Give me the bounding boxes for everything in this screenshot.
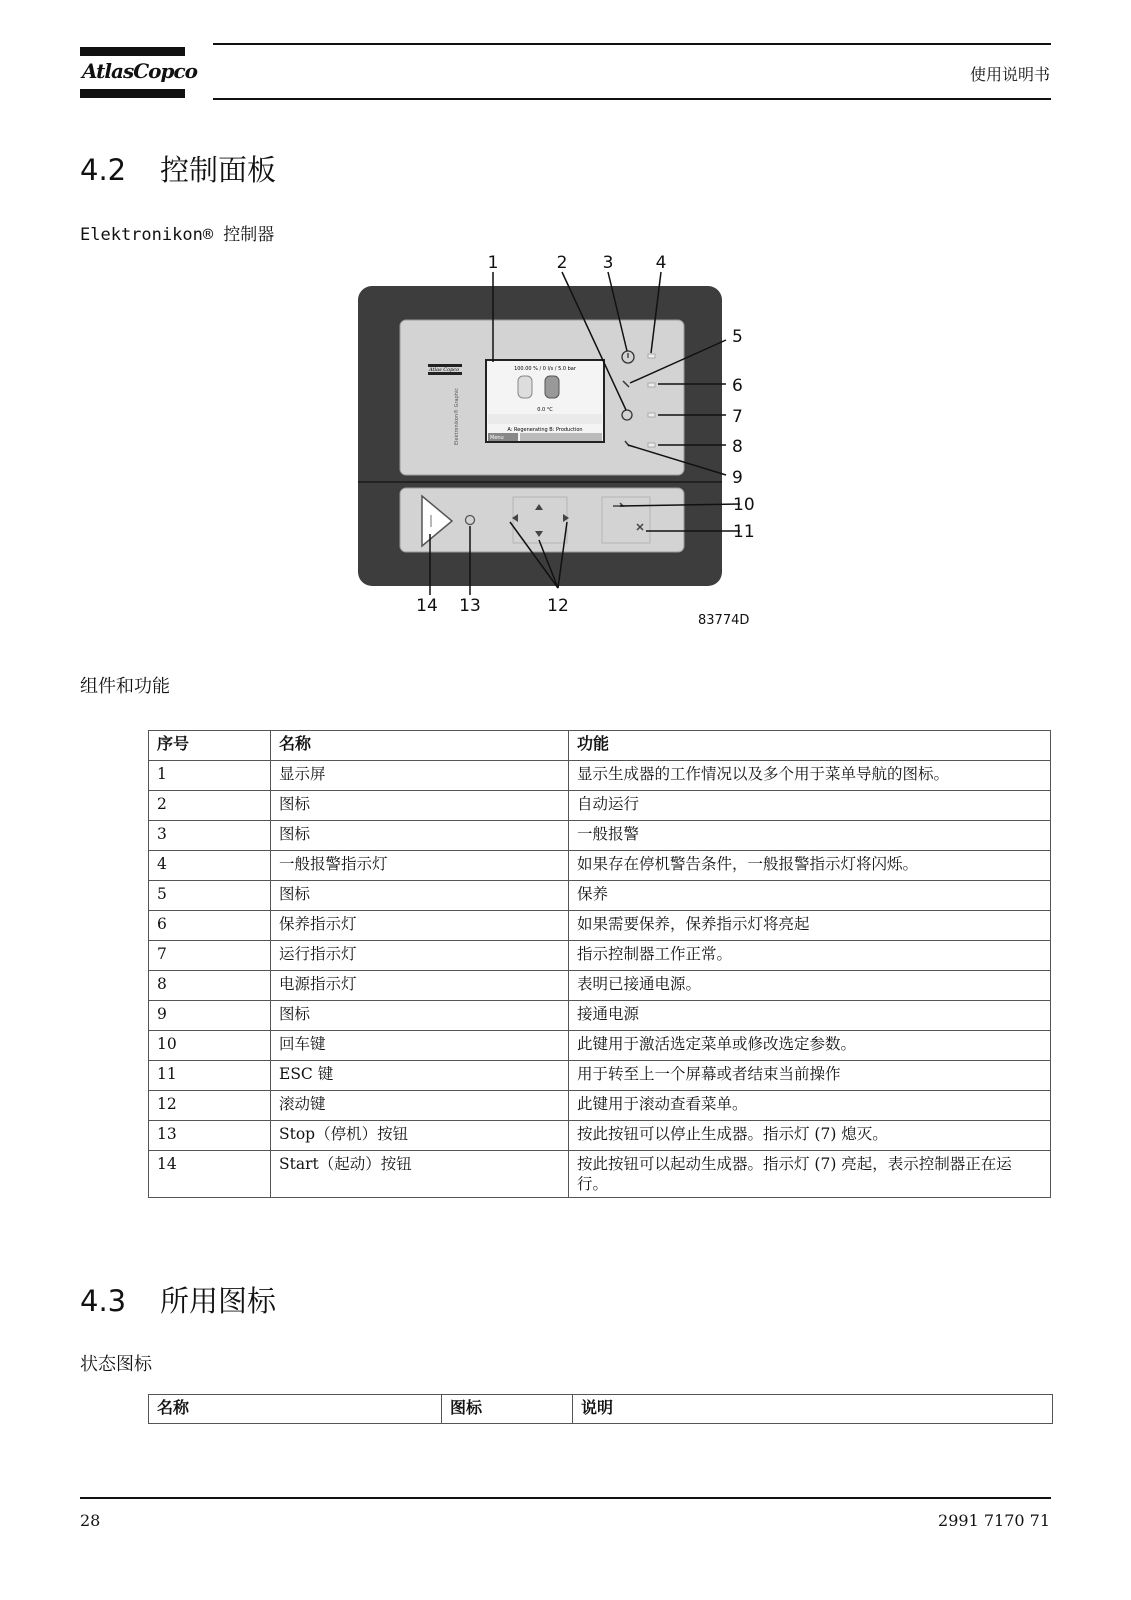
col-header-no: 序号 bbox=[149, 731, 271, 761]
callout-1: 1 bbox=[487, 253, 499, 273]
cell-name: 图标 bbox=[271, 881, 569, 911]
section-title: 所用图标 bbox=[160, 1284, 277, 1318]
callout-2: 2 bbox=[556, 253, 568, 273]
power-led bbox=[648, 443, 655, 447]
cell-no: 5 bbox=[149, 881, 271, 911]
table-row bbox=[149, 1031, 1051, 1061]
col-header-function: 功能 bbox=[569, 731, 1051, 761]
section-title: 控制面板 bbox=[160, 153, 277, 187]
components-heading: 组件和功能 bbox=[80, 676, 170, 697]
screen-status-bar bbox=[520, 433, 602, 441]
cell-function: 一般报警 bbox=[569, 821, 1051, 851]
table-row bbox=[149, 791, 1051, 821]
document-title: 使用说明书 bbox=[969, 65, 1050, 84]
cell-function: 接通电源 bbox=[569, 1001, 1051, 1031]
cell-no: 8 bbox=[149, 971, 271, 1001]
controller-subtitle: Elektronikon® 控制器 bbox=[80, 225, 275, 245]
cell-function: 指示控制器工作正常。 bbox=[569, 941, 1051, 971]
table-row bbox=[149, 821, 1051, 851]
callout-14: 14 bbox=[416, 596, 438, 616]
col-header-name: 名称 bbox=[271, 731, 569, 761]
cell-name: 显示屏 bbox=[271, 761, 569, 791]
callout-3: 3 bbox=[602, 253, 614, 273]
callout-10: 10 bbox=[733, 495, 755, 515]
table-row bbox=[149, 881, 1051, 911]
status-icons-heading: 状态图标 bbox=[80, 1354, 152, 1375]
table-row bbox=[149, 941, 1051, 971]
page-number: 28 bbox=[80, 1511, 101, 1530]
panel-logo-text: Atlas Copco bbox=[429, 367, 460, 373]
col-header-icon: 图标 bbox=[442, 1395, 573, 1424]
cell-no: 9 bbox=[149, 1001, 271, 1031]
callout-13: 13 bbox=[459, 596, 481, 616]
cell-function: 按此按钮可以起动生成器。指示灯 (7) 亮起，表示控制器正在运行。 bbox=[569, 1151, 1051, 1198]
cell-name: 图标 bbox=[271, 821, 569, 851]
status-icons-table bbox=[148, 1394, 1053, 1424]
cell-name: 电源指示灯 bbox=[271, 971, 569, 1001]
callout-11: 11 bbox=[733, 522, 755, 542]
controller-panel-diagram bbox=[340, 250, 790, 635]
cell-no: 12 bbox=[149, 1091, 271, 1121]
table-row bbox=[149, 1151, 1051, 1198]
callout-6: 6 bbox=[732, 376, 743, 396]
service-led bbox=[648, 383, 655, 387]
section-heading-4-2 bbox=[80, 148, 276, 189]
cell-name: 图标 bbox=[271, 1001, 569, 1031]
table-header-row bbox=[149, 731, 1051, 761]
table-row bbox=[149, 1121, 1051, 1151]
cell-name: ESC 键 bbox=[271, 1061, 569, 1091]
cell-name: 滚动键 bbox=[271, 1091, 569, 1121]
cell-name: Stop（停机）按钮 bbox=[271, 1121, 569, 1151]
figure-code: 83774D bbox=[698, 613, 750, 628]
logo-bar-bottom bbox=[80, 89, 185, 98]
section-number: 4.2 bbox=[80, 153, 127, 187]
cell-name: Start（起动）按钮 bbox=[271, 1151, 569, 1198]
table-row bbox=[149, 1001, 1051, 1031]
cell-no: 1 bbox=[149, 761, 271, 791]
col-header-name: 名称 bbox=[149, 1395, 442, 1424]
cell-name: 保养指示灯 bbox=[271, 911, 569, 941]
screen-vessel-b bbox=[545, 376, 559, 398]
cell-no: 11 bbox=[149, 1061, 271, 1091]
cell-no: 4 bbox=[149, 851, 271, 881]
cell-function: 按此按钮可以停止生成器。指示灯 (7) 熄灭。 bbox=[569, 1121, 1051, 1151]
callout-5: 5 bbox=[732, 327, 743, 347]
header-rule-bottom bbox=[213, 98, 1051, 100]
document-number: 2991 7170 71 bbox=[938, 1511, 1050, 1530]
cell-function: 自动运行 bbox=[569, 791, 1051, 821]
components-table-body bbox=[149, 761, 1051, 1198]
screen-icon-row bbox=[488, 414, 602, 424]
logo-bar-top bbox=[80, 47, 185, 56]
cell-function: 显示生成器的工作情况以及多个用于菜单导航的图标。 bbox=[569, 761, 1051, 791]
cell-no: 7 bbox=[149, 941, 271, 971]
callout-9: 9 bbox=[732, 468, 743, 488]
cell-function: 此键用于激活选定菜单或修改选定参数。 bbox=[569, 1031, 1051, 1061]
section-heading-4-3 bbox=[80, 1279, 276, 1320]
callout-12: 12 bbox=[547, 596, 569, 616]
table-row bbox=[149, 761, 1051, 791]
cell-function: 保养 bbox=[569, 881, 1051, 911]
table-header-row bbox=[149, 1395, 1053, 1424]
screen-line-1: 100.00 % / 0 l/s / 5.0 bar bbox=[514, 366, 576, 372]
callout-7: 7 bbox=[732, 407, 743, 427]
cell-no: 13 bbox=[149, 1121, 271, 1151]
cell-no: 10 bbox=[149, 1031, 271, 1061]
cell-no: 2 bbox=[149, 791, 271, 821]
cell-no: 6 bbox=[149, 911, 271, 941]
cell-name: 运行指示灯 bbox=[271, 941, 569, 971]
table-row bbox=[149, 1061, 1051, 1091]
cell-function: 如果需要保养，保养指示灯将亮起 bbox=[569, 911, 1051, 941]
panel-vertical-label: Elektronikon® Graphic bbox=[454, 387, 460, 445]
screen-line-3: A: Regenerating B: Production bbox=[507, 427, 583, 433]
cell-function: 此键用于滚动查看菜单。 bbox=[569, 1091, 1051, 1121]
footer-rule bbox=[80, 1497, 1051, 1499]
components-table bbox=[148, 730, 1051, 1198]
header-rule-top bbox=[213, 43, 1051, 45]
operation-led bbox=[648, 413, 655, 417]
cell-function: 用于转至上一个屏幕或者结束当前操作 bbox=[569, 1061, 1051, 1091]
callout-4: 4 bbox=[655, 253, 667, 273]
table-row bbox=[149, 1091, 1051, 1121]
cell-function: 表明已接通电源。 bbox=[569, 971, 1051, 1001]
screen-menu-label: Menu bbox=[490, 435, 504, 441]
screen-line-2: 0.0 °C bbox=[537, 407, 553, 413]
table-row bbox=[149, 971, 1051, 1001]
cell-no: 3 bbox=[149, 821, 271, 851]
controller-figure bbox=[340, 250, 790, 635]
table-row bbox=[149, 911, 1051, 941]
atlas-copco-logo bbox=[80, 47, 197, 99]
callout-8: 8 bbox=[732, 437, 743, 457]
general-alarm-led bbox=[648, 354, 655, 358]
cell-name: 一般报警指示灯 bbox=[271, 851, 569, 881]
logo-text: AtlasCopco bbox=[82, 59, 197, 83]
cell-no: 14 bbox=[149, 1151, 271, 1198]
cell-name: 回车键 bbox=[271, 1031, 569, 1061]
screen-vessel-a bbox=[518, 376, 532, 398]
cell-name: 图标 bbox=[271, 791, 569, 821]
cell-function: 如果存在停机警告条件，一般报警指示灯将闪烁。 bbox=[569, 851, 1051, 881]
section-number: 4.3 bbox=[80, 1284, 127, 1318]
table-row bbox=[149, 851, 1051, 881]
col-header-description: 说明 bbox=[573, 1395, 1053, 1424]
